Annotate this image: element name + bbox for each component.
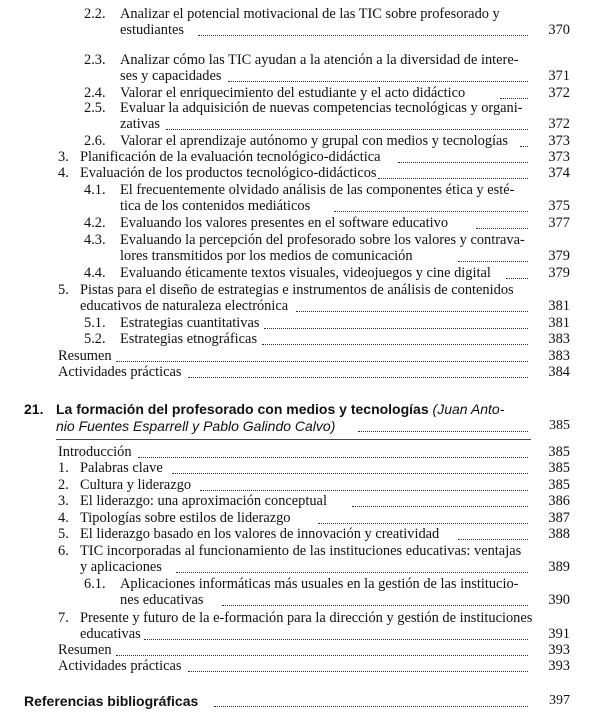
- entry-number: 2.2.: [84, 6, 106, 22]
- entry-number: 5.: [58, 526, 69, 542]
- entry-title: Valorar el aprendizaje autónomo y grupal con medios y tecnologías: [120, 133, 509, 149]
- entry-title: Resumen: [58, 348, 112, 364]
- leader-dots: [352, 495, 528, 507]
- leader-dots: [500, 87, 528, 99]
- leader-dots: [172, 462, 528, 474]
- page-number: 375: [548, 198, 570, 214]
- entry-title: TIC incorporadas al funcionamiento de las instituciones educativas: ventajas: [80, 543, 522, 559]
- entry-number: 4.2.: [84, 215, 106, 231]
- entry-number: 3.: [58, 149, 69, 165]
- page-number: 381: [548, 298, 570, 314]
- leader-dots: [358, 420, 528, 432]
- chapter-title-line: [56, 401, 504, 417]
- entry-number: 4.: [58, 165, 69, 181]
- entry-title: Evaluando los valores presentes en el software educativo: [120, 215, 449, 231]
- toc-entry[interactable]: [0, 133, 600, 149]
- entry-title: Introducción: [58, 444, 132, 460]
- entry-title: Actividades prácticas: [58, 364, 182, 380]
- leader-dots: [334, 200, 528, 212]
- toc-entry[interactable]: [0, 85, 600, 101]
- page-number: 379: [548, 265, 570, 281]
- entry-title: El frecuentemente olvidado análisis de las componentes ética y esté-: [120, 182, 515, 198]
- leader-dots: [198, 24, 528, 36]
- page-number: 388: [548, 526, 570, 542]
- entry-title: Evaluando la percepción del profesorado sobre los valores y contrava-: [120, 232, 525, 248]
- entry-title: Valorar el enriquecimiento del estudiante y el acto didáctico: [120, 85, 466, 101]
- chapter-heading[interactable]: [0, 401, 600, 435]
- page-number: 390: [548, 592, 570, 608]
- leader-dots: [188, 660, 528, 672]
- leader-dots: [222, 594, 528, 606]
- entry-number: 4.1.: [84, 182, 106, 198]
- leader-dots: [458, 528, 528, 540]
- page-number: 374: [548, 165, 570, 181]
- chapter-authors-continued: nio Fuentes Esparrell y Pablo Galindo Calvo): [56, 418, 336, 434]
- entry-title-continued: estudiantes: [120, 22, 184, 38]
- toc-entry[interactable]: [0, 576, 600, 608]
- page-number: 372: [548, 85, 570, 101]
- entry-number: 2.: [58, 477, 69, 493]
- page-number: 373: [548, 133, 570, 149]
- leader-dots: [188, 366, 528, 378]
- page-number: 370: [548, 22, 570, 38]
- toc-entry[interactable]: [0, 477, 600, 493]
- page-number: 385: [548, 460, 570, 476]
- leader-dots: [214, 695, 528, 707]
- leader-dots: [116, 644, 528, 656]
- leader-dots: [476, 217, 528, 229]
- leader-dots: [378, 167, 528, 179]
- entry-number: 7.: [58, 610, 69, 626]
- leader-dots: [520, 135, 528, 147]
- entry-title: Analizar el potencial motivacional de las TIC sobre profesorado y: [120, 6, 500, 22]
- toc-entry[interactable]: [0, 642, 600, 658]
- page-number: 389: [548, 559, 570, 575]
- page-number: 393: [548, 642, 570, 658]
- entry-number: 1.: [58, 460, 69, 476]
- entry-number: 3.: [58, 493, 69, 509]
- entry-title: Cultura y liderazgo: [80, 477, 192, 493]
- leader-dots: [296, 300, 528, 312]
- toc-entry[interactable]: [0, 543, 600, 575]
- chapter-authors-line: [56, 418, 335, 434]
- divider: [56, 439, 531, 440]
- entry-number: 5.2.: [84, 331, 106, 347]
- entry-title: El liderazgo: una aproximación conceptual: [80, 493, 327, 509]
- toc-entry[interactable]: [0, 100, 600, 132]
- leader-dots: [166, 118, 528, 130]
- entry-title-continued: educativas: [80, 626, 141, 642]
- leader-dots: [176, 561, 528, 573]
- entry-title: Resumen: [58, 642, 112, 658]
- entry-title: Planificación de la evaluación tecnológico-didáctica: [80, 149, 381, 165]
- page-number: 385: [548, 477, 570, 493]
- page-number: 385: [549, 418, 570, 433]
- leader-dots: [318, 512, 528, 524]
- entry-title-continued: y aplicaciones: [80, 559, 162, 575]
- page-number: 372: [548, 116, 570, 132]
- page-number: 393: [548, 658, 570, 674]
- entry-title: Pistas para el diseño de estrategias e instrumentos de análisis de contenidos: [80, 282, 514, 298]
- entry-number: 2.4.: [84, 85, 106, 101]
- toc-entry[interactable]: [0, 315, 600, 331]
- toc-entry[interactable]: [0, 215, 600, 231]
- entry-number: 6.1.: [84, 576, 106, 592]
- entry-title-continued: ses y capacidades: [120, 68, 222, 84]
- entry-title: Estrategias cuantitativas: [120, 315, 260, 331]
- page-number: 385: [548, 444, 570, 460]
- toc-entry[interactable]: [0, 348, 600, 364]
- toc-entry[interactable]: [0, 610, 600, 642]
- entry-title: Evaluando éticamente textos visuales, videojuegos y cine digital: [120, 265, 491, 281]
- page-number: 386: [548, 493, 570, 509]
- leader-dots: [262, 333, 528, 345]
- entry-title-continued: educativos de naturaleza electrónica: [80, 298, 289, 314]
- page-number: 381: [548, 315, 570, 331]
- leader-dots: [200, 479, 528, 491]
- toc-entry[interactable]: [0, 265, 600, 281]
- page-number: 371: [548, 68, 570, 84]
- page-number: 383: [548, 348, 570, 364]
- entry-title-continued: lores transmitidos por los medios de comunicación: [120, 248, 413, 264]
- entry-title: Palabras clave: [80, 460, 163, 476]
- leader-dots: [228, 70, 528, 82]
- toc-entry[interactable]: [0, 182, 600, 214]
- entry-title-continued: nes educativas: [120, 592, 204, 608]
- entry-number: 4.3.: [84, 232, 106, 248]
- toc-entry[interactable]: [0, 149, 600, 165]
- entry-number: 4.: [58, 510, 69, 526]
- toc-entry[interactable]: [0, 52, 600, 84]
- entry-title: Aplicaciones informáticas más usuales en la gestión de las institucio-: [120, 576, 519, 592]
- toc-entry[interactable]: [0, 6, 600, 38]
- toc-entry[interactable]: [0, 658, 600, 674]
- leader-dots: [138, 446, 528, 458]
- entry-number: 6.: [58, 543, 69, 559]
- leader-dots: [264, 317, 528, 329]
- entry-title: El liderazgo basado en los valores de innovación y creatividad: [80, 526, 440, 542]
- toc-entry[interactable]: [0, 331, 600, 347]
- page-number: 383: [548, 331, 570, 347]
- entry-number: 4.4.: [84, 265, 106, 281]
- leader-dots: [458, 250, 528, 262]
- toc-entry[interactable]: [0, 444, 600, 460]
- page-number: 373: [548, 149, 570, 165]
- leader-dots: [144, 628, 528, 640]
- entry-title: Estrategias etnográficas: [120, 331, 258, 347]
- page-number: 387: [548, 510, 570, 526]
- entry-number: 5.1.: [84, 315, 106, 331]
- toc-entry[interactable]: [0, 364, 600, 380]
- entry-title: Evaluación de los productos tecnológico-didácticos: [80, 165, 377, 181]
- toc-entry[interactable]: [0, 232, 600, 264]
- entry-title: Evaluar la adquisición de nuevas competencias tecnológicas y organi-: [120, 100, 523, 116]
- leader-dots: [398, 151, 528, 163]
- toc-entry[interactable]: [0, 165, 600, 181]
- entry-title: Presente y futuro de la e-formación para la dirección y gestión de instituciones: [80, 610, 533, 626]
- chapter-authors: (Juan Anto-: [432, 401, 505, 417]
- toc-entry[interactable]: [0, 510, 600, 526]
- page-number: 377: [548, 215, 570, 231]
- page-number: 379: [548, 248, 570, 264]
- page-number: 397: [549, 693, 570, 708]
- page-number: 391: [548, 626, 570, 642]
- toc-entry[interactable]: [0, 282, 600, 314]
- entry-title: Actividades prácticas: [58, 658, 182, 674]
- leader-dots: [116, 350, 528, 362]
- entry-title-continued: zativas: [120, 116, 160, 132]
- references-title: Referencias bibliográficas: [24, 693, 199, 709]
- entry-title: Tipologías sobre estilos de liderazgo: [80, 510, 291, 526]
- toc-entry[interactable]: [0, 460, 600, 476]
- entry-number: 5.: [58, 282, 69, 298]
- entry-number: 2.3.: [84, 52, 106, 68]
- entry-number: 2.6.: [84, 133, 106, 149]
- leader-dots: [506, 267, 528, 279]
- toc-entry[interactable]: [0, 493, 600, 509]
- toc-entry[interactable]: [0, 526, 600, 542]
- references-entry[interactable]: [0, 693, 600, 711]
- entry-title-continued: tica de los contenidos mediáticos: [120, 198, 311, 214]
- chapter-title: La formación del profesorado con medios y tecnologías: [56, 401, 429, 417]
- page-number: 384: [548, 364, 570, 380]
- entry-title: Analizar cómo las TIC ayudan a la atención a la diversidad de intere-: [120, 52, 519, 68]
- entry-number: 2.5.: [84, 100, 106, 116]
- chapter-number: 21.: [24, 401, 44, 417]
